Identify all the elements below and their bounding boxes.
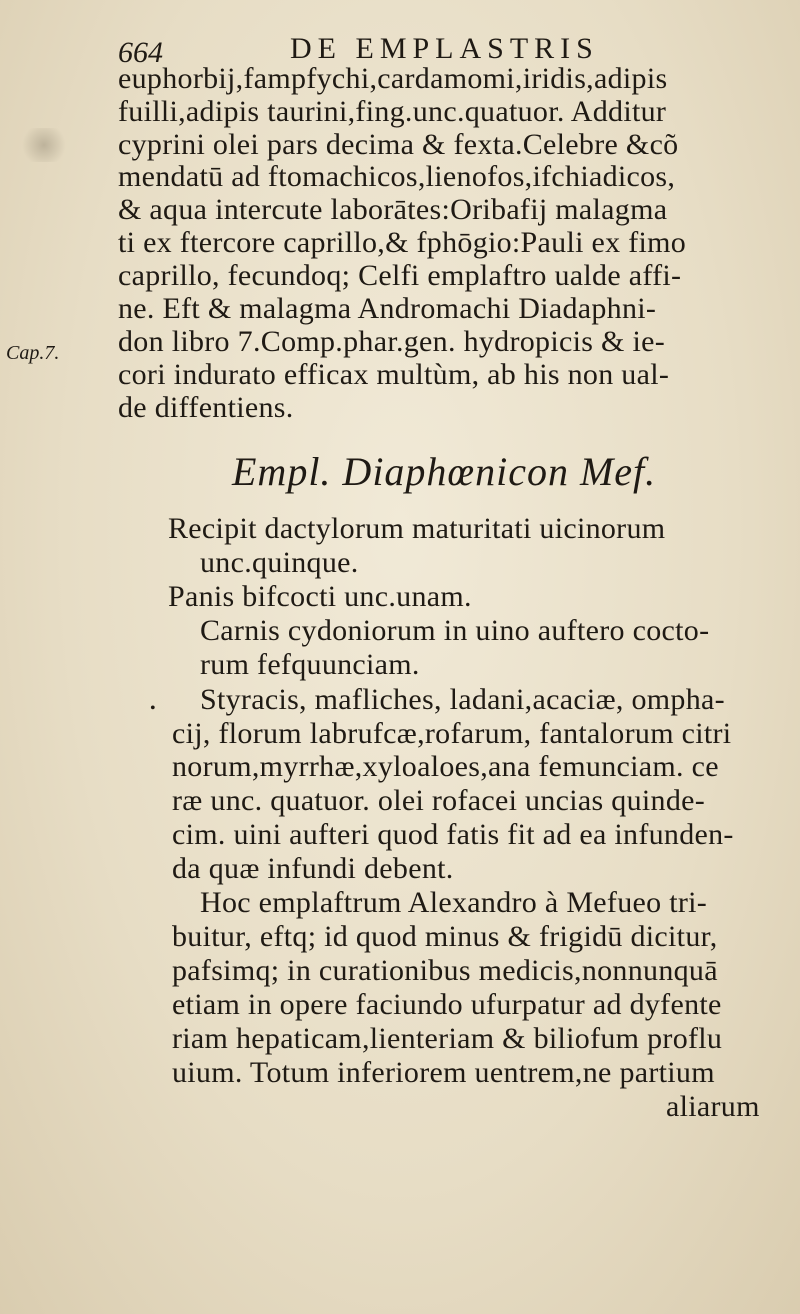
text-line: cori indurato efficax multùm, ab his non ual- [118,358,670,391]
text-line: mendatū ad ftomachicos,lienofos,ifchiadicos, [118,160,676,193]
page-number: 664 [118,36,163,69]
text-line: Recipit dactylorum maturitati uicinorum [168,512,666,545]
text-line: buitur, eftq; id quod minus & frigidū dicitur, [172,920,718,953]
text-line: cij, florum labrufcæ,rofarum, fantalorum citri [172,717,732,750]
running-title: DE EMPLASTRIS [290,32,599,65]
text-line: etiam in opere faciundo ufurpatur ad dyfente [172,988,722,1021]
text-line: don libro 7.Comp.phar.gen. hydropicis & ie- [118,325,665,358]
text-line: pafsimq; in curationibus medicis,nonnunquā [172,954,718,987]
text-line: Carnis cydoniorum in uino auftero cocto- [200,614,710,647]
text-line: unc.quinque. [200,546,359,579]
catchword: aliarum [666,1090,760,1123]
text-line: Styracis, mafliches, ladani,acaciæ, ompha- [200,683,725,716]
text-line: euphorbij,fampfychi,cardamomi,iridis,adipis [118,62,668,95]
ink-smudge [18,128,70,162]
text-line: fuilli,adipis taurini,fing.unc.quatuor. Additur [118,95,667,128]
text-line: de diffentiens. [118,391,294,424]
text-line: ti ex ftercore caprillo,& fphōgio:Pauli ex fimo [118,226,687,259]
margin-note-chapter: Cap.7. [6,342,60,364]
text-line: uium. Totum inferiorem uentrem,ne partium [172,1056,715,1089]
text-line: & aqua intercute laborātes:Oribafij malagma [118,193,668,226]
text-line: cyprini olei pars decima & fexta.Celebre &cõ [118,128,679,161]
text-line: Hoc emplaftrum Alexandro à Mefueo tri- [200,886,708,919]
bullet-mark: • [150,700,156,717]
text-line: rum fefquunciam. [200,648,420,681]
text-line: cim. uini aufteri quod fatis fit ad ea infunden- [172,818,734,851]
text-line: norum,myrrhæ,xyloaloes,ana femunciam. ce [172,750,719,783]
text-line: riam hepaticam,lienteriam & biliofum proflu [172,1022,723,1055]
text-line: Panis bifcocti unc.unam. [168,580,472,613]
text-line: da quæ infundi debent. [172,852,454,885]
text-line: ne. Eft & malagma Andromachi Diadaphni- [118,292,657,325]
text-line: caprillo, fecundoq; Celfi emplaftro ualde affi- [118,259,682,292]
section-heading: Empl. Diaphœnicon Mef. [232,449,657,494]
text-line: ræ unc. quatuor. olei rofacei uncias quinde- [172,784,706,817]
